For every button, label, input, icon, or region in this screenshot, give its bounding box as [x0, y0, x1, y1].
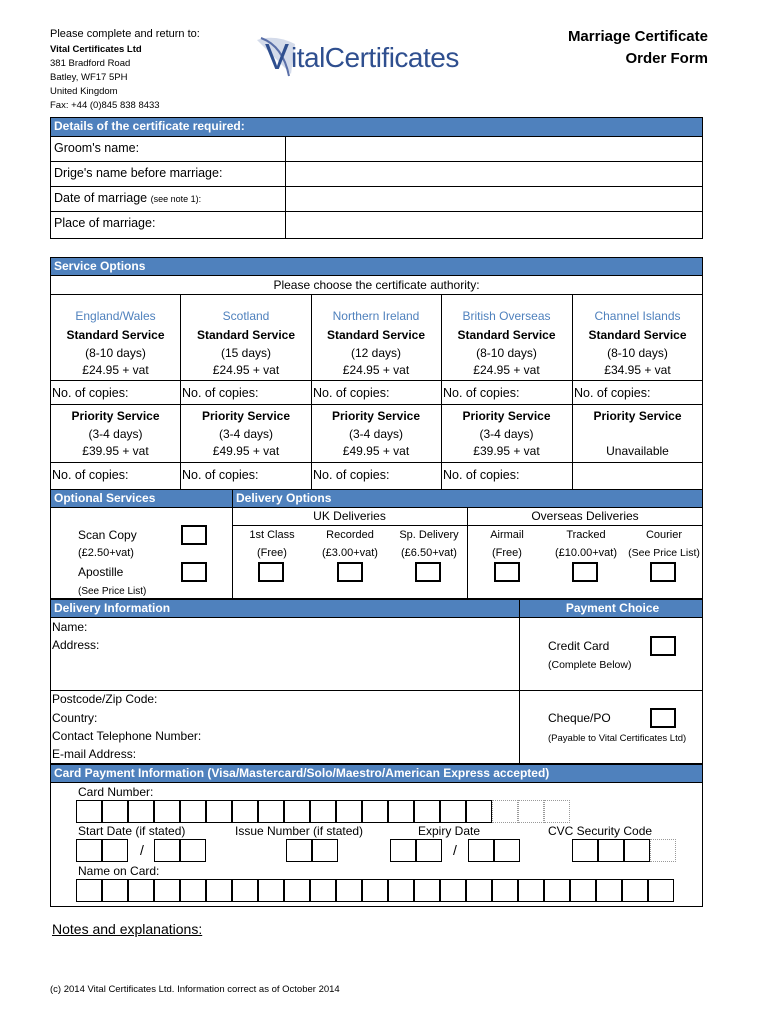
details-heading: Details of the certificate required:: [50, 117, 703, 137]
optional-services-heading: Optional Services: [50, 489, 233, 508]
delivery-postcode-field[interactable]: Postcode/Zip Code:: [52, 692, 158, 706]
name-char-box[interactable]: [414, 879, 440, 902]
name-on-card-boxes[interactable]: [76, 879, 676, 902]
delivery-airmail-price: (Free): [492, 547, 522, 559]
priority-days: (3-4 days): [479, 427, 534, 441]
bride-input[interactable]: [287, 163, 701, 185]
issue-number-label: Issue Number (if stated): [235, 824, 364, 838]
priority-service-label: Priority Service: [201, 409, 291, 423]
delivery-1st-class: 1st Class: [249, 529, 295, 541]
address-line-1: 381 Bradford Road: [50, 58, 131, 69]
name-char-box[interactable]: [232, 879, 258, 902]
priority-service-label: Priority Service: [462, 409, 551, 423]
std-price: £24.95 + vat: [82, 363, 149, 377]
card-digit[interactable]: [232, 800, 258, 823]
std-service-label: Standard Service: [66, 328, 165, 342]
priority-copies-input[interactable]: No. of copies:: [443, 468, 520, 482]
delivery-airmail: Airmail: [490, 529, 524, 541]
card-digit[interactable]: [414, 800, 440, 823]
return-instruction: Please complete and return to:: [50, 28, 200, 40]
details-divider: [285, 136, 286, 239]
card-digit[interactable]: [102, 800, 128, 823]
priority-service-label: Priority Service: [71, 409, 160, 423]
name-char-box[interactable]: [258, 879, 284, 902]
delivery-1st-class-price: (Free): [257, 547, 287, 559]
scan-copy-label: Scan Copy: [78, 528, 137, 542]
std-copies-input[interactable]: No. of copies:: [443, 386, 520, 400]
authority-england-wales: England/Wales: [75, 309, 156, 323]
service-row-divider-3: [50, 462, 703, 463]
name-char-box[interactable]: [206, 879, 232, 902]
cvc-digit[interactable]: [572, 839, 598, 862]
start-date-digit[interactable]: [154, 839, 180, 862]
name-char-box[interactable]: [518, 879, 544, 902]
apostille-price: (See Price List): [78, 586, 147, 597]
address-line-3: United Kingdom: [50, 86, 118, 97]
apostille-checkbox[interactable]: [181, 562, 207, 582]
authority-british-overseas: British Overseas: [462, 309, 551, 323]
name-char-box[interactable]: [492, 879, 518, 902]
name-char-box[interactable]: [466, 879, 492, 902]
std-service-label: Standard Service: [196, 328, 296, 342]
priority-days: (3-4 days): [88, 427, 143, 441]
delivery-1st-class-checkbox[interactable]: [258, 562, 284, 582]
priority-days: (3-4 days): [218, 427, 274, 441]
credit-card-checkbox[interactable]: [650, 636, 676, 656]
card-digit[interactable]: [180, 800, 206, 823]
std-copies-input[interactable]: No. of copies:: [313, 386, 390, 400]
scan-copy-price: (£2.50+vat): [78, 547, 134, 559]
priority-price: £49.95 + vat: [212, 444, 280, 458]
authority-northern-ireland: Northern Ireland: [332, 309, 420, 323]
footer-copyright: (c) 2014 Vital Certificates Ltd. Information correct as of October 2014: [50, 984, 340, 995]
std-price: £24.95 + vat: [212, 363, 280, 377]
expiry-date-label: Expiry Date: [418, 824, 481, 838]
delivery-courier-price: (See Price List): [628, 547, 700, 559]
start-date-digit[interactable]: [76, 839, 102, 862]
card-digit-optional[interactable]: [544, 800, 570, 823]
start-date-digit[interactable]: [180, 839, 206, 862]
delivery-tracked-checkbox[interactable]: [572, 562, 598, 582]
name-char-box[interactable]: [362, 879, 388, 902]
start-date-slash: /: [140, 842, 144, 858]
address-line-2: Batley, WF17 5PH: [50, 72, 128, 83]
card-digit[interactable]: [336, 800, 362, 823]
name-on-card-label: Name on Card:: [78, 864, 160, 878]
form-title-line-2: Order Form: [625, 50, 708, 67]
issue-number-digit[interactable]: [286, 839, 312, 862]
card-digit[interactable]: [310, 800, 336, 823]
company-logo: [255, 32, 515, 82]
delivery-address-field[interactable]: Address:: [52, 638, 100, 652]
priority-price: £49.95 + vat: [342, 444, 410, 458]
payment-divider: [519, 690, 703, 691]
priority-service-label: Priority Service: [331, 409, 421, 423]
issue-number-digit[interactable]: [312, 839, 338, 862]
start-date-label: Start Date (if stated): [78, 824, 186, 838]
std-price: £24.95 + vat: [473, 363, 540, 377]
expiry-date-digit[interactable]: [468, 839, 494, 862]
delivery-info-heading: Delivery Information: [50, 599, 520, 618]
scan-copy-checkbox[interactable]: [181, 525, 207, 545]
std-copies-input[interactable]: No. of copies:: [182, 386, 259, 400]
delivery-recorded: Recorded: [326, 529, 374, 541]
card-digit[interactable]: [128, 800, 154, 823]
card-digit[interactable]: [466, 800, 492, 823]
std-days: (8-10 days): [476, 346, 537, 360]
card-digit-optional[interactable]: [492, 800, 518, 823]
card-digit[interactable]: [76, 800, 102, 823]
cvc-digit[interactable]: [624, 839, 650, 862]
delivery-courier: Courier: [645, 529, 683, 541]
std-copies-input[interactable]: No. of copies:: [52, 386, 129, 400]
cvc-code-label: CVC Security Code: [548, 824, 653, 838]
bride-label: Drige's name before marriage:: [54, 166, 223, 180]
priority-copies-input[interactable]: No. of copies:: [52, 468, 129, 482]
name-char-box[interactable]: [284, 879, 310, 902]
delivery-country-field[interactable]: Country:: [52, 711, 98, 725]
name-char-box[interactable]: [180, 879, 206, 902]
place-label: Place of marriage:: [54, 216, 156, 230]
logo-letter-v: V: [265, 36, 290, 77]
name-char-box[interactable]: [596, 879, 622, 902]
priority-price: £39.95 + vat: [82, 444, 149, 458]
std-days: (8-10 days): [607, 346, 668, 360]
uk-deliveries-label: UK Deliveries: [313, 509, 386, 523]
name-char-box[interactable]: [570, 879, 596, 902]
priority-price: £39.95 + vat: [473, 444, 540, 458]
date-input[interactable]: [287, 188, 701, 210]
delivery-name-field[interactable]: Name:: [52, 620, 88, 634]
groom-label: Groom's name:: [54, 141, 140, 155]
delivery-subheader-line: [232, 525, 703, 526]
priority-service-label: Priority Service: [593, 409, 682, 423]
name-char-box[interactable]: [128, 879, 154, 902]
delivery-special-price: (£6.50+vat): [401, 547, 457, 559]
std-price: £24.95 + vat: [342, 363, 410, 377]
expiry-date-digit[interactable]: [390, 839, 416, 862]
authority-scotland: Scotland: [222, 309, 270, 323]
name-char-box[interactable]: [440, 879, 466, 902]
name-char-box[interactable]: [388, 879, 414, 902]
cheque-checkbox[interactable]: [650, 708, 676, 728]
company-name: Vital Certificates Ltd: [50, 44, 142, 55]
card-digit-optional[interactable]: [518, 800, 544, 823]
cvc-digit[interactable]: [598, 839, 624, 862]
groom-input[interactable]: [287, 138, 701, 160]
card-number-boxes[interactable]: [76, 800, 596, 823]
name-char-box[interactable]: [336, 879, 362, 902]
std-copies-input[interactable]: No. of copies:: [574, 386, 651, 400]
payment-choice-heading: Payment Choice: [519, 599, 703, 618]
std-service-label: Standard Service: [326, 328, 426, 342]
priority-copies-input[interactable]: No. of copies:: [313, 468, 390, 482]
delivery-special-checkbox[interactable]: [415, 562, 441, 582]
std-days: (15 days): [220, 346, 272, 360]
service-row-divider-1: [50, 380, 703, 381]
date-label: Date of marriage: [54, 191, 148, 205]
address-divider: [50, 690, 520, 691]
credit-card-label: Credit Card: [548, 639, 610, 653]
overseas-deliveries-label: Overseas Deliveries: [531, 509, 639, 523]
logo-text: italCertificates: [291, 42, 459, 73]
std-price: £34.95 + vat: [604, 363, 671, 377]
delivery-email-field[interactable]: E-mail Address:: [52, 747, 137, 761]
credit-card-note: (Complete Below): [548, 659, 632, 671]
delivery-airmail-checkbox[interactable]: [494, 562, 520, 582]
std-service-label: Standard Service: [588, 328, 687, 342]
name-char-box[interactable]: [622, 879, 648, 902]
authority-instruction: Please choose the certificate authority:: [50, 275, 703, 295]
delivery-recorded-price: (£3.00+vat): [322, 547, 378, 559]
std-days: (8-10 days): [85, 346, 146, 360]
delivery-recorded-checkbox[interactable]: [337, 562, 363, 582]
service-row-divider-2: [50, 404, 703, 405]
delivery-phone-field[interactable]: Contact Telephone Number:: [52, 729, 202, 743]
cvc-digit-optional[interactable]: [650, 839, 676, 862]
card-digit[interactable]: [284, 800, 310, 823]
card-digit[interactable]: [258, 800, 284, 823]
expiry-date-slash: /: [453, 842, 457, 858]
card-digit[interactable]: [154, 800, 180, 823]
priority-copies-input[interactable]: No. of copies:: [182, 468, 259, 482]
authority-channel-islands: Channel Islands: [594, 309, 681, 323]
cheque-note: (Payable to Vital Certificates Ltd): [548, 733, 687, 744]
priority-days: (3-4 days): [348, 427, 404, 441]
delivery-tracked: Tracked: [566, 529, 606, 541]
delivery-courier-checkbox[interactable]: [650, 562, 676, 582]
fax-number: Fax: +44 (0)845 838 8433: [50, 100, 160, 111]
std-days: (12 days): [350, 346, 402, 360]
name-char-box[interactable]: [648, 879, 674, 902]
form-title-line-1: Marriage Certificate: [567, 28, 708, 45]
expiry-date-digit[interactable]: [494, 839, 520, 862]
service-heading: Service Options: [50, 257, 703, 276]
name-char-box[interactable]: [544, 879, 570, 902]
card-digit[interactable]: [206, 800, 232, 823]
start-date-digit[interactable]: [102, 839, 128, 862]
date-note: (see note 1):: [150, 194, 202, 204]
expiry-date-digit[interactable]: [416, 839, 442, 862]
std-service-label: Standard Service: [457, 328, 556, 342]
card-digit[interactable]: [440, 800, 466, 823]
card-number-label: Card Number:: [78, 785, 154, 799]
delivery-tracked-price: (£10.00+vat): [554, 547, 618, 559]
name-char-box[interactable]: [76, 879, 102, 902]
card-payment-heading: Card Payment Information (Visa/Mastercard/Solo/Maestro/American Express accepted): [50, 764, 703, 783]
name-char-box[interactable]: [154, 879, 180, 902]
name-char-box[interactable]: [310, 879, 336, 902]
card-digit[interactable]: [388, 800, 414, 823]
name-char-box[interactable]: [102, 879, 128, 902]
cheque-label: Cheque/PO: [548, 711, 611, 725]
notes-heading: Notes and explanations:: [52, 921, 203, 937]
apostille-label: Apostille: [78, 565, 124, 579]
delivery-special: Sp. Delivery: [399, 529, 459, 541]
delivery-options-heading: Delivery Options: [232, 489, 703, 508]
place-input[interactable]: [287, 213, 701, 237]
priority-unavailable: Unavailable: [606, 444, 669, 458]
card-digit[interactable]: [362, 800, 388, 823]
